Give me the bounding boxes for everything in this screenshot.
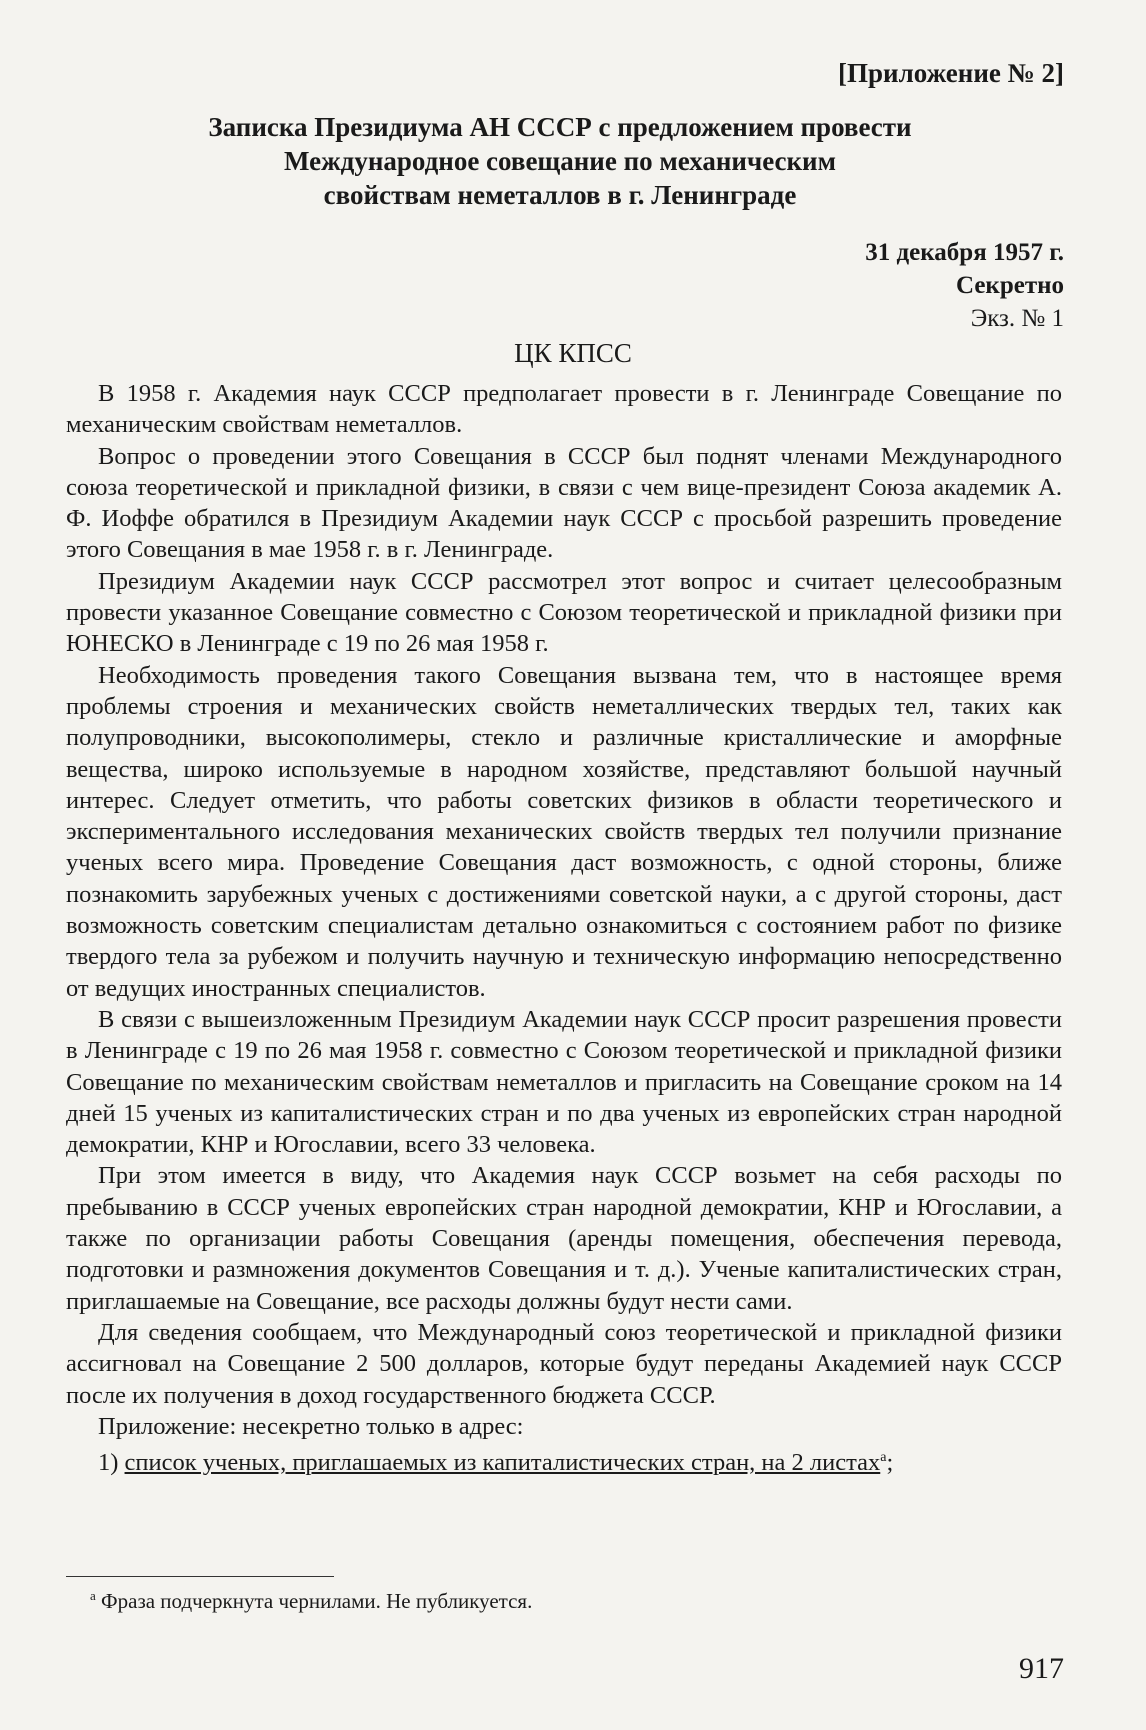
addressee: ЦК КПСС [514, 338, 632, 368]
title-line: свойствам неметаллов в г. Ленинграде [323, 180, 797, 210]
paragraph: В 1958 г. Академия наук СССР предполагает провести в г. Ленинграде Совещание по механическим свойствам неметаллов. [66, 380, 1062, 439]
footnote-marker: а [880, 1450, 887, 1466]
classification-mark: Секретно [955, 272, 1064, 299]
attachment-item-end: ; [886, 1449, 894, 1477]
paragraph: Необходимость проведения такого Совещания вызвана тем, что в настоящее время проблемы строения и механических свойств неметаллических твердых тел, таких как полупроводники, высокополимеры, стекло и различные кристаллические и аморфные вещества, широко используемые в народном хозяйстве, представляют большой научный интерес. Следует отметить, что работы советских физиков в области теоретического и экспериментального исследования механических свойств твердых тел получили признание ученых всего мира. Проведение Совещания даст возможность, с одной стороны, ближе познакомить зарубежных ученых с достижениями советской науки, а с другой стороны, даст возможность советским специалистам детально ознакомиться с состоянием работ по физике твердого тела за рубежом и получить научную и техническую информацию непосредственно от ведущих иностранных специалистов. [66, 661, 1062, 1002]
footnote-divider [66, 1576, 334, 1577]
title-line: Международное совещание по механическим [283, 146, 837, 176]
paragraph: Президиум Академии наук СССР рассмотрел этот вопрос и считает целесообразным провести указанное Совещание совместно с Союзом теоретической и прикладной физики при ЮНЕСКО в Ленинграде с 19 по 26 мая 1958 г. [66, 567, 1062, 658]
document-date: 31 декабря 1957 г. [865, 239, 1064, 266]
paragraph: Для сведения сообщаем, что Международный союз теоретической и прикладной физики ассигновал на Совещание 2 500 долларов, которые будут переданы Академией наук СССР после их получения в доход государственного бюджета СССР. [66, 1318, 1062, 1409]
document-body [66, 378, 1062, 1479]
page-number: 917 [1019, 1652, 1064, 1685]
appendix-label: [Приложение № 2] [838, 58, 1064, 88]
title-line: Записка Президиума АН СССР с предложением провести [208, 112, 912, 142]
attachment-label: Приложение: несекретно только в адрес: [98, 1412, 524, 1440]
paragraph: При этом имеется в виду, что Академия наук СССР возьмет на себя расходы по пребыванию в СССР ученых европейских стран народной демократии, КНР и Югославии, а также по организации работы Совещания (аренды помещения, обеспечения перевода, подготовки и размножения документов Совещания и т. д.). Ученые капиталистических стран, приглашаемые на Совещание, все расходы должны будут нести сами. [66, 1162, 1062, 1315]
footnote-text: Фраза подчеркнута чернилами. Не публикуется. [101, 1589, 533, 1613]
attachment-item [66, 1442, 1062, 1478]
paragraph: В связи с вышеизложенным Президиум Академии наук СССР просит разрешения провести в Ленинграде с 19 по 26 мая 1958 г. совместно с Союзом теоретической и прикладной физики Совещание по механическим свойствам неметаллов и пригласить на Совещание сроком на 14 дней 15 ученых из капиталистических стран и по два ученых из европейских стран народной демократии, КНР и Югославии, всего 33 человека. [66, 1005, 1062, 1159]
copy-number: Экз. № 1 [970, 305, 1064, 332]
footnote [90, 1588, 532, 1614]
document-title [80, 110, 1040, 212]
document-meta [865, 236, 1064, 335]
paragraph: Вопрос о проведении этого Совещания в СССР был поднят членами Международного союза теоретической и прикладной физики, в связи с чем вице-президент Союза академик А. Ф. Иоффе обратился в Президиум Академии наук СССР с просьбой разрешить проведение этого Совещания в мае 1958 г. в г. Ленинграде. [66, 442, 1062, 564]
footnote-marker: а [90, 1588, 96, 1603]
attachment-item-text: список ученых, приглашаемых из капиталистических стран, на 2 листах [124, 1449, 881, 1477]
attachment-item-number: 1) [98, 1449, 119, 1477]
